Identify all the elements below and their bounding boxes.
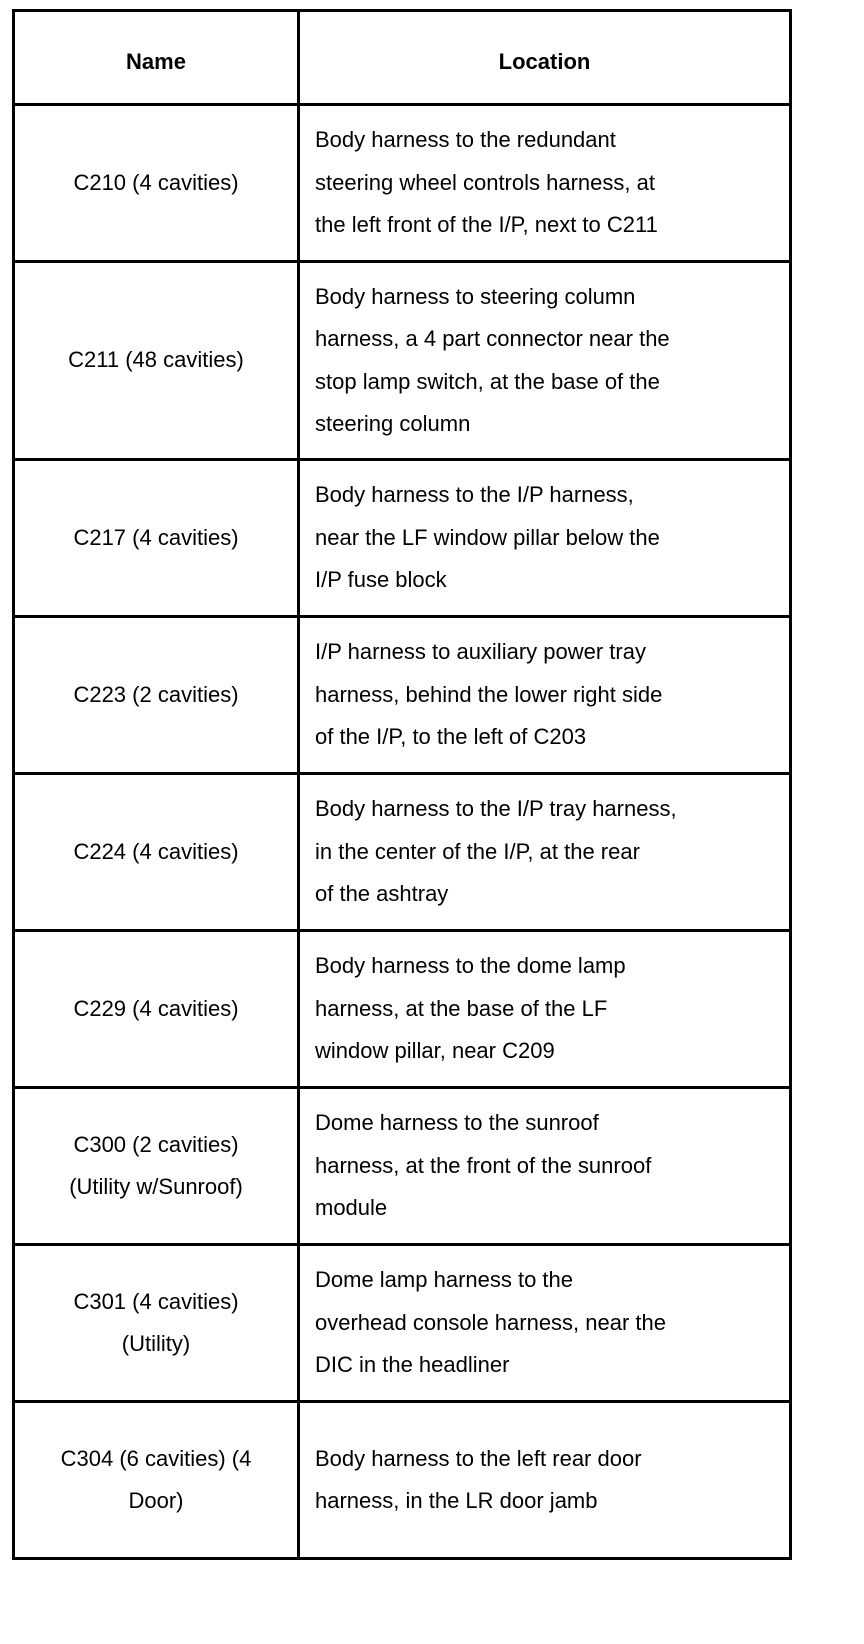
connector-location: Dome lamp harness to the overhead console harness, near the DIC in the headliner (315, 1267, 667, 1378)
connector-name-cell (14, 931, 299, 1088)
connector-location: Body harness to the I/P harness, near the LF window pillar below the I/P fuse block (315, 482, 660, 593)
connector-name-cell (14, 460, 299, 617)
table-row (14, 105, 791, 262)
connector-name: C210 (4 cavities) (73, 169, 239, 195)
connector-location: Body harness to the I/P tray harness, in the center of the I/P, at the rear of the ashtray (315, 796, 677, 907)
connector-name: C301 (4 cavities) (Utility) (73, 1288, 239, 1356)
connector-name: C224 (4 cavities) (73, 838, 239, 864)
connector-name-cell (14, 105, 299, 262)
connector-location-cell (299, 617, 791, 774)
connector-location: Body harness to the redundant steering wheel controls harness, at the left front of the I/P, next to C211 (315, 127, 658, 238)
table-row (14, 931, 791, 1088)
connector-name: C217 (4 cavities) (73, 524, 239, 550)
connector-location-cell (299, 460, 791, 617)
connector-table (12, 9, 792, 1560)
connector-location-cell (299, 931, 791, 1088)
connector-name-cell (14, 1402, 299, 1559)
connector-name-cell (14, 774, 299, 931)
connector-location-cell (299, 1245, 791, 1402)
header-row (14, 11, 791, 105)
connector-location: Body harness to the left rear door harness, in the LR door jamb (315, 1445, 642, 1513)
connector-name: C229 (4 cavities) (73, 995, 239, 1021)
connector-name: C300 (2 cavities) (Utility w/Sunroof) (69, 1131, 243, 1199)
connector-location: Body harness to the dome lamp harness, at the base of the LF window pillar, near C209 (315, 953, 626, 1064)
location-column-header: Location (299, 11, 791, 105)
connector-name: C223 (2 cavities) (73, 681, 239, 707)
table-row (14, 1402, 791, 1559)
table-row (14, 460, 791, 617)
table-row (14, 1245, 791, 1402)
table-row (14, 774, 791, 931)
connector-location-cell (299, 1088, 791, 1245)
connector-location: Dome harness to the sunroof harness, at the front of the sunroof module (315, 1110, 652, 1221)
connector-location-cell (299, 1402, 791, 1559)
connector-location-cell (299, 774, 791, 931)
connector-name-cell (14, 262, 299, 460)
connector-location-cell (299, 262, 791, 460)
connector-name: C211 (48 cavities) (68, 347, 244, 373)
connector-name-cell (14, 1245, 299, 1402)
connector-name-cell (14, 1088, 299, 1245)
table-row (14, 1088, 791, 1245)
connector-location: Body harness to steering column harness, a 4 part connector near the stop lamp switch, at the base of the steering column (315, 283, 670, 436)
connector-name: C304 (6 cavities) (4 Door) (60, 1445, 252, 1513)
connector-name-cell (14, 617, 299, 774)
name-column-header: Name (14, 11, 299, 105)
connector-location: I/P harness to auxiliary power tray harness, behind the lower right side of the I/P, to the left of C203 (315, 639, 663, 750)
table-row (14, 262, 791, 460)
connector-location-cell (299, 105, 791, 262)
table-row (14, 617, 791, 774)
